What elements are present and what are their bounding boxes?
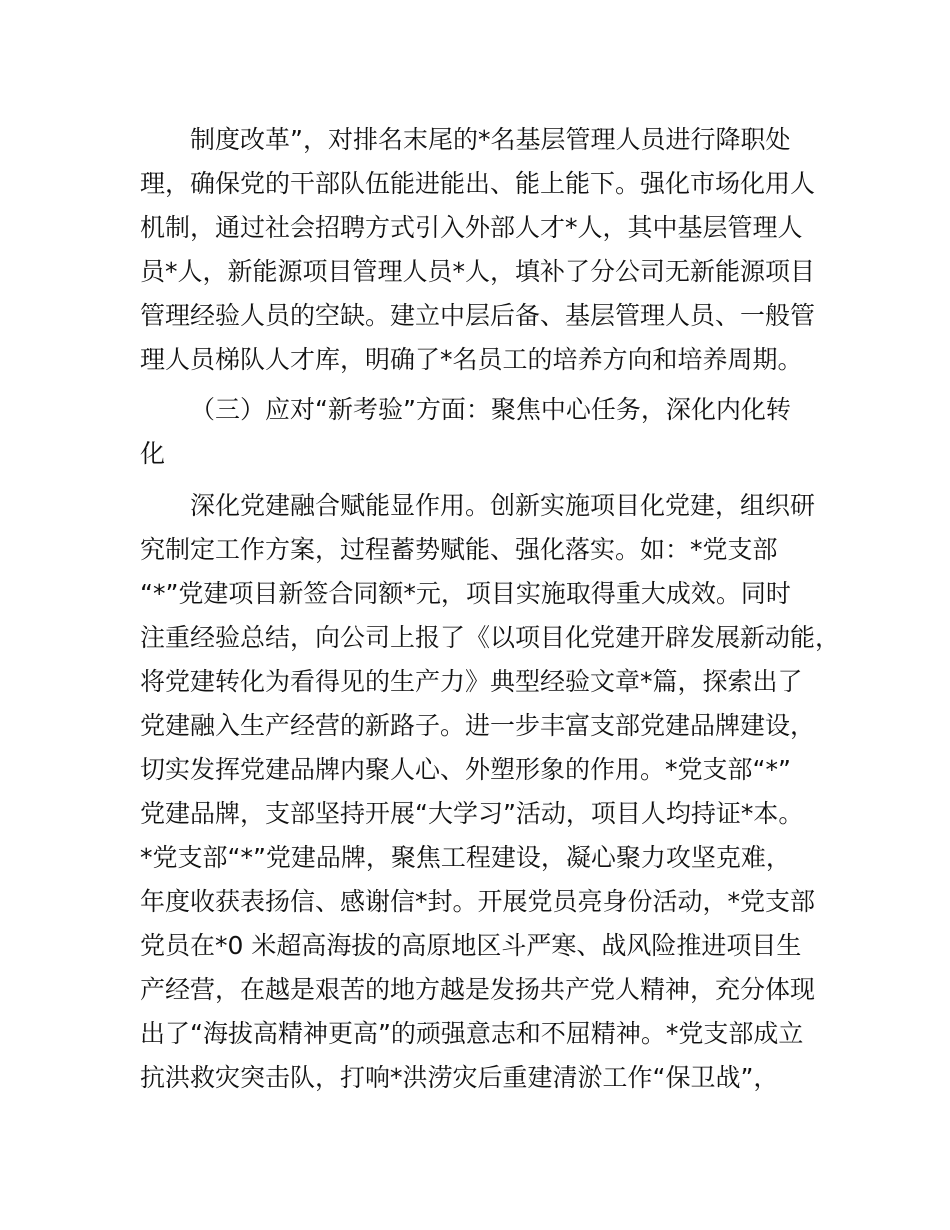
paragraph-2-line-1: 深化党建融合赋能显作用。创新实施项目化党建，组织研 [190,491,816,520]
paragraph-2-line-5: 将党建转化为看得见的生产力》典型经验文章*篇，探索出了 [140,667,803,696]
paragraph-2-line-3: “*”党建项目新签合同额*元，项目实施取得重大成效。同时 [140,579,791,608]
paragraph-2-line-8: 党建品牌，支部坚持开展“大学习”活动，项目人均持证*本。 [140,799,804,828]
paragraph-2-line-11: 党员在*0 米超高海拔的高原地区斗严寒、战风险推进项目生 [140,931,802,960]
paragraph-2-line-4: 注重经验总结，向公司上报了《以项目化党建开辟发展新动能， [140,623,841,652]
paragraph-2-line-12: 产经营，在越是艰苦的地方越是发扬共产党人精神，充分体现 [140,975,816,1004]
paragraph-2-line-14: 抗洪救灾突击队，打响*洪涝灾后重建清淤工作“保卫战”， [140,1063,779,1092]
paragraph-1-line-2: 理，确保党的干部队伍能进能出、能上能下。强化市场化用人 [140,169,816,198]
paragraph-2-line-2: 究制定工作方案，过程蓄势赋能、强化落实。如：*党支部 [140,535,778,564]
paragraph-1-line-6: 理人员梯队人才库，明确了*名员工的培养方向和培养周期。 [140,345,803,374]
paragraph-2-line-7: 切实发挥党建品牌内聚人心、外塑形象的作用。*党支部“*” [140,755,791,784]
section-heading-3-line-1: （三）应对“新考验”方面：聚焦中心任务，深化内化转 [190,395,791,424]
paragraph-2-line-6: 党建融入生产经营的新路子。进一步丰富支部党建品牌建设， [140,711,816,740]
paragraph-1-line-1: 制度改革”，对排名末尾的*名基层管理人员进行降职处 [190,125,791,154]
paragraph-2-line-10: 年度收获表扬信、感谢信*封。开展党员亮身份活动，*党支部 [140,887,816,916]
paragraph-2-line-13: 出了“海拔高精神更高”的顽强意志和不屈精神。*党支部成立 [140,1019,804,1048]
paragraph-2-line-9: *党支部“*”党建品牌，聚焦工程建设，凝心聚力攻坚克难， [140,843,791,872]
paragraph-1-line-5: 管理经验人员的空缺。建立中层后备、基层管理人员、一般管 [140,301,816,330]
paragraph-1-line-4: 员*人，新能源项目管理人员*人，填补了分公司无新能源项目 [140,257,816,286]
paragraph-1-line-3: 机制，通过社会招聘方式引入外部人才*人，其中基层管理人 [140,213,803,242]
section-heading-3-line-2: 化 [140,439,166,468]
